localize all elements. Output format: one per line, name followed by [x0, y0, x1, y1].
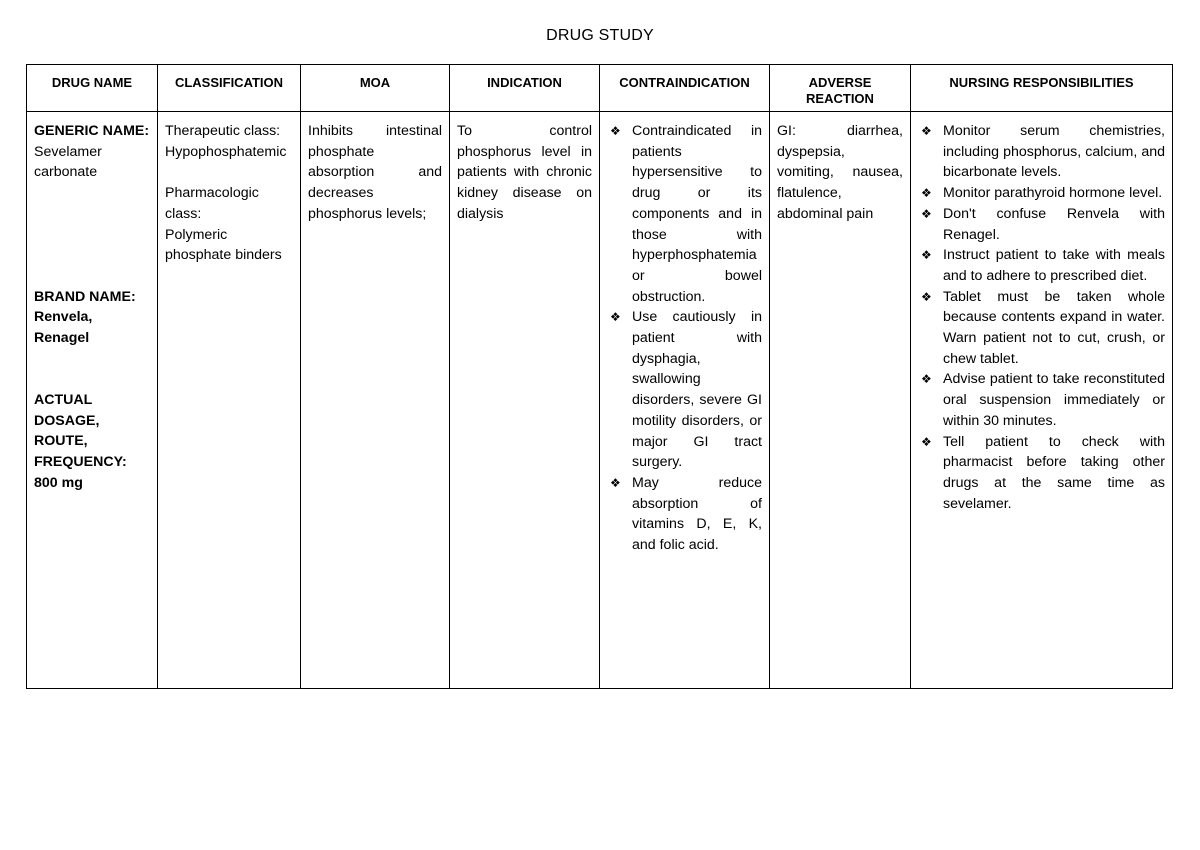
diamond-bullet-icon: ❖ — [921, 124, 932, 138]
diamond-bullet-icon: ❖ — [921, 186, 932, 201]
header-drug-name: DRUG NAME — [27, 65, 158, 112]
diamond-bullet-icon: ❖ — [610, 124, 621, 138]
contraindication-item-text: Contraindicated in patients hypersensitive to drug or its components and in those with hyperphosphatemia or bowel obstruction. — [632, 123, 762, 305]
nursing-responsibilities-list — [918, 121, 1165, 514]
therapeutic-class: Therapeutic class: Hypophosphatemic — [165, 123, 287, 160]
brand-name-label: BRAND NAME: — [34, 288, 136, 305]
pharmacologic-class-value: Polymeric phosphate binders — [165, 226, 282, 264]
nursing-item-text: Advise patient to take reconstituted oral suspension immediately or within 30 minutes. — [943, 371, 1165, 429]
nursing-item — [918, 204, 1165, 245]
generic-name-label: GENERIC NAME: — [34, 123, 150, 139]
nursing-item — [918, 245, 1165, 286]
nursing-item — [918, 432, 1165, 515]
contraindication-item — [607, 473, 762, 556]
indication-cell: To control phosphorus level in patients with chronic kidney disease on dialysis — [450, 112, 600, 689]
table-row — [27, 112, 1173, 689]
nursing-item-text: Tablet must be taken whole because contents expand in water. Warn patient not to cut, crush, or chew tablet. — [943, 288, 1165, 367]
generic-name-value: Sevelamer carbonate — [34, 143, 102, 181]
contraindication-item — [607, 307, 762, 473]
contraindication-cell — [600, 112, 770, 689]
nursing-item — [918, 287, 1165, 370]
diamond-bullet-icon: ❖ — [921, 434, 932, 449]
nursing-responsibilities-cell — [911, 112, 1173, 689]
contraindication-item-text: Use cautiously in patient with dysphagia, swallowing disorders, severe GI motility disorders, or major GI tract surgery. — [632, 309, 762, 471]
contraindication-item-text: May reduce absorption of vitamins D, E, K, and folic acid. — [632, 474, 762, 554]
nursing-item-text: Tell patient to check with pharmacist before taking other drugs at the same time as sevelamer. — [943, 433, 1165, 512]
header-nursing-responsibilities: NURSING RESPONSIBILITIES — [911, 65, 1173, 112]
dosage-label: ACTUAL DOSAGE, ROUTE, FREQUENCY: — [34, 392, 127, 471]
adverse-reaction-cell: GI: diarrhea, dyspepsia, vomiting, nausea, flatulence, abdominal pain — [770, 112, 911, 689]
diamond-bullet-icon: ❖ — [921, 372, 932, 387]
pharmacologic-class-label: Pharmacologic class: — [165, 185, 259, 222]
classification-cell — [158, 112, 301, 689]
nursing-item-text: Instruct patient to take with meals and to adhere to prescribed diet. — [943, 247, 1165, 284]
diamond-bullet-icon: ❖ — [921, 206, 932, 221]
header-moa: MOA — [301, 65, 450, 112]
contraindication-item — [607, 121, 762, 307]
diamond-bullet-icon: ❖ — [921, 248, 932, 263]
header-classification: CLASSIFICATION — [158, 65, 301, 112]
dosage-value: 800 mg — [34, 474, 83, 491]
drug-study-table — [26, 64, 1173, 689]
header-indication: INDICATION — [450, 65, 600, 112]
nursing-item-text: Don't confuse Renvela with Renagel. — [943, 205, 1165, 243]
drug-name-cell — [27, 112, 158, 689]
nursing-item — [918, 121, 1165, 183]
document-title: DRUG STUDY — [546, 27, 654, 44]
header-contraindication: CONTRAINDICATION — [600, 65, 770, 112]
diamond-bullet-icon: ❖ — [921, 289, 932, 304]
nursing-item — [918, 183, 1165, 204]
contraindication-list — [607, 121, 762, 556]
nursing-item-text: Monitor serum chemistries, including phosphorus, calcium, and bicarbonate levels. — [943, 123, 1165, 181]
nursing-item-text: Monitor parathyroid hormone level. — [943, 185, 1163, 202]
header-row — [27, 65, 1173, 112]
diamond-bullet-icon: ❖ — [610, 475, 621, 490]
brand-name-value: Renvela, Renagel — [34, 309, 93, 346]
diamond-bullet-icon: ❖ — [610, 310, 621, 325]
header-adverse-reaction: ADVERSE REACTION — [770, 65, 911, 112]
nursing-item — [918, 369, 1165, 431]
moa-cell: Inhibits intestinal phosphate absorption and decreases phosphorus levels; — [301, 112, 450, 689]
